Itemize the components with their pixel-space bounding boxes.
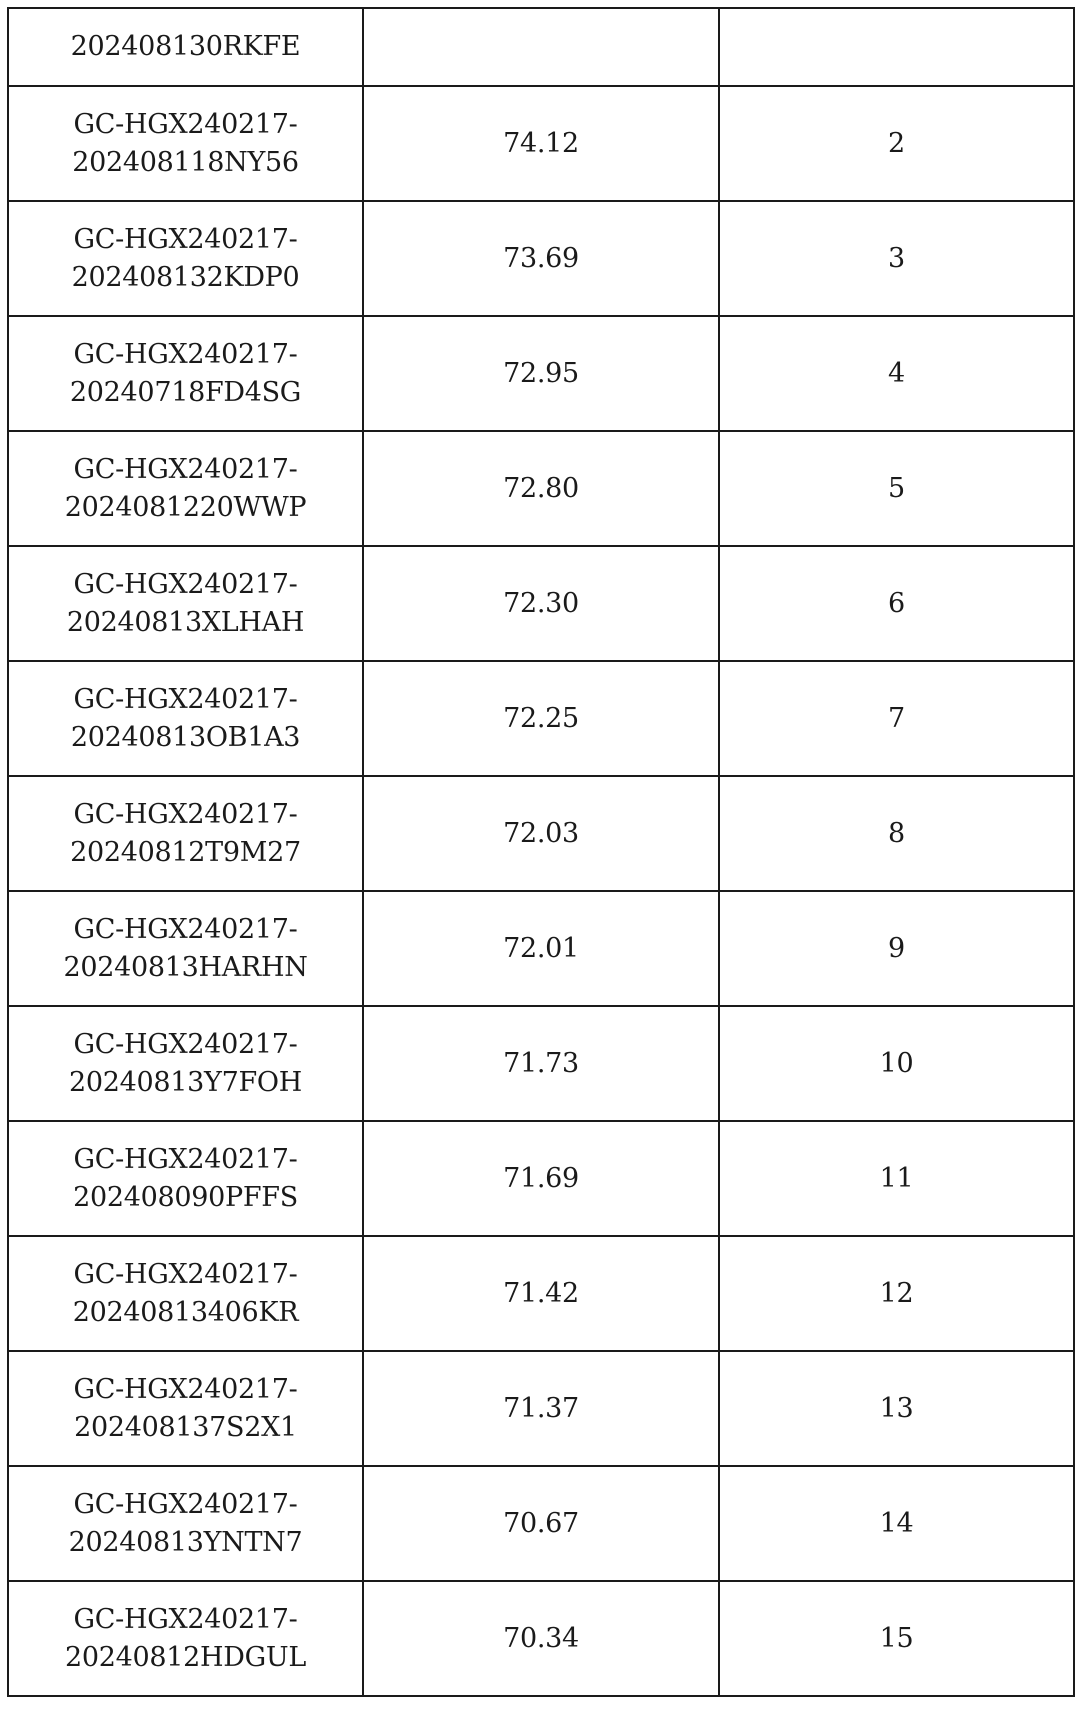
id-text-line2: 20240813Y7FOH bbox=[69, 1066, 302, 1098]
score-cell: 72.25 bbox=[363, 661, 719, 776]
id-cell bbox=[8, 86, 363, 201]
id-text-line2: 20240813406KR bbox=[72, 1296, 299, 1328]
table-row bbox=[8, 1466, 1074, 1581]
id-cell bbox=[8, 431, 363, 546]
score-cell: 71.37 bbox=[363, 1351, 719, 1466]
score-cell: 74.12 bbox=[363, 86, 719, 201]
id-text-line2: 20240813HARHN bbox=[63, 951, 308, 983]
table-row bbox=[8, 891, 1074, 1006]
id-text-line1: GC-HGX240217- bbox=[73, 338, 298, 370]
id-text-line1: GC-HGX240217- bbox=[73, 453, 298, 485]
table-row bbox=[8, 546, 1074, 661]
rank-cell: 12 bbox=[719, 1236, 1074, 1351]
score-cell: 70.67 bbox=[363, 1466, 719, 1581]
table-row bbox=[8, 1236, 1074, 1351]
id-cell bbox=[8, 201, 363, 316]
id-text-line1: GC-HGX240217- bbox=[73, 568, 298, 600]
rank-cell: 3 bbox=[719, 201, 1074, 316]
table-row bbox=[8, 1351, 1074, 1466]
table-row bbox=[8, 201, 1074, 316]
rank-cell: 8 bbox=[719, 776, 1074, 891]
score-cell: 72.03 bbox=[363, 776, 719, 891]
id-text-line2: 20240718FD4SG bbox=[69, 376, 302, 408]
id-cell bbox=[8, 776, 363, 891]
rank-cell: 14 bbox=[719, 1466, 1074, 1581]
rank-cell: 11 bbox=[719, 1121, 1074, 1236]
id-text-line1: GC-HGX240217- bbox=[73, 1373, 298, 1405]
score-cell: 72.95 bbox=[363, 316, 719, 431]
id-text-line1: GC-HGX240217- bbox=[73, 1258, 298, 1290]
id-text-line2: 202408090PFFS bbox=[73, 1181, 298, 1213]
id-text-line2: 202408132KDP0 bbox=[71, 261, 300, 293]
id-cell bbox=[8, 1236, 363, 1351]
rank-cell: 4 bbox=[719, 316, 1074, 431]
table-body bbox=[8, 8, 1074, 1696]
score-cell: 71.73 bbox=[363, 1006, 719, 1121]
id-text-line2: 202408130RKFE bbox=[70, 31, 301, 62]
table-row bbox=[8, 1006, 1074, 1121]
table-row bbox=[8, 776, 1074, 891]
table-row bbox=[8, 1581, 1074, 1696]
id-text-line1: GC-HGX240217- bbox=[73, 1143, 298, 1175]
id-text-line2: 20240812HDGUL bbox=[65, 1641, 306, 1673]
id-cell bbox=[8, 661, 363, 776]
id-cell bbox=[8, 8, 363, 86]
id-text-line1: GC-HGX240217- bbox=[73, 798, 298, 830]
rank-cell: 13 bbox=[719, 1351, 1074, 1466]
table-row bbox=[8, 1121, 1074, 1236]
rank-cell: 15 bbox=[719, 1581, 1074, 1696]
id-text-line2: 202408137S2X1 bbox=[74, 1411, 297, 1443]
score-cell: 71.42 bbox=[363, 1236, 719, 1351]
score-cell bbox=[363, 8, 719, 86]
rank-cell: 10 bbox=[719, 1006, 1074, 1121]
id-text-line1: GC-HGX240217- bbox=[73, 108, 298, 140]
id-text-line1: GC-HGX240217- bbox=[73, 1488, 298, 1520]
score-cell: 72.30 bbox=[363, 546, 719, 661]
id-cell bbox=[8, 316, 363, 431]
id-text-line2: 20240813XLHAH bbox=[66, 606, 305, 638]
score-cell: 70.34 bbox=[363, 1581, 719, 1696]
id-cell bbox=[8, 1466, 363, 1581]
id-text-line2: 202408118NY56 bbox=[72, 146, 299, 178]
id-text-line2: 20240813OB1A3 bbox=[70, 721, 301, 753]
id-cell bbox=[8, 1351, 363, 1466]
table-row bbox=[8, 661, 1074, 776]
rank-cell: 6 bbox=[719, 546, 1074, 661]
id-text-line1: GC-HGX240217- bbox=[73, 1028, 298, 1060]
score-cell: 71.69 bbox=[363, 1121, 719, 1236]
rank-cell: 2 bbox=[719, 86, 1074, 201]
id-cell bbox=[8, 546, 363, 661]
id-text-line1: GC-HGX240217- bbox=[73, 1603, 298, 1635]
id-text-line1: GC-HGX240217- bbox=[73, 683, 298, 715]
table-row bbox=[8, 431, 1074, 546]
table-row bbox=[8, 316, 1074, 431]
id-cell bbox=[8, 1581, 363, 1696]
score-table bbox=[7, 7, 1075, 1697]
score-cell: 72.80 bbox=[363, 431, 719, 546]
score-cell: 73.69 bbox=[363, 201, 719, 316]
id-text-line2: 20240812T9M27 bbox=[70, 836, 301, 868]
id-text-line1: GC-HGX240217- bbox=[73, 913, 298, 945]
id-text-line2: 2024081220WWP bbox=[64, 491, 307, 523]
rank-cell: 9 bbox=[719, 891, 1074, 1006]
table-row-partial bbox=[8, 8, 1074, 86]
id-cell bbox=[8, 1006, 363, 1121]
id-cell bbox=[8, 1121, 363, 1236]
id-text-line2: 20240813YNTN7 bbox=[68, 1526, 303, 1558]
rank-cell bbox=[719, 8, 1074, 86]
score-cell: 72.01 bbox=[363, 891, 719, 1006]
id-cell bbox=[8, 891, 363, 1006]
table-row bbox=[8, 86, 1074, 201]
rank-cell: 5 bbox=[719, 431, 1074, 546]
id-text-line1: GC-HGX240217- bbox=[73, 223, 298, 255]
rank-cell: 7 bbox=[719, 661, 1074, 776]
